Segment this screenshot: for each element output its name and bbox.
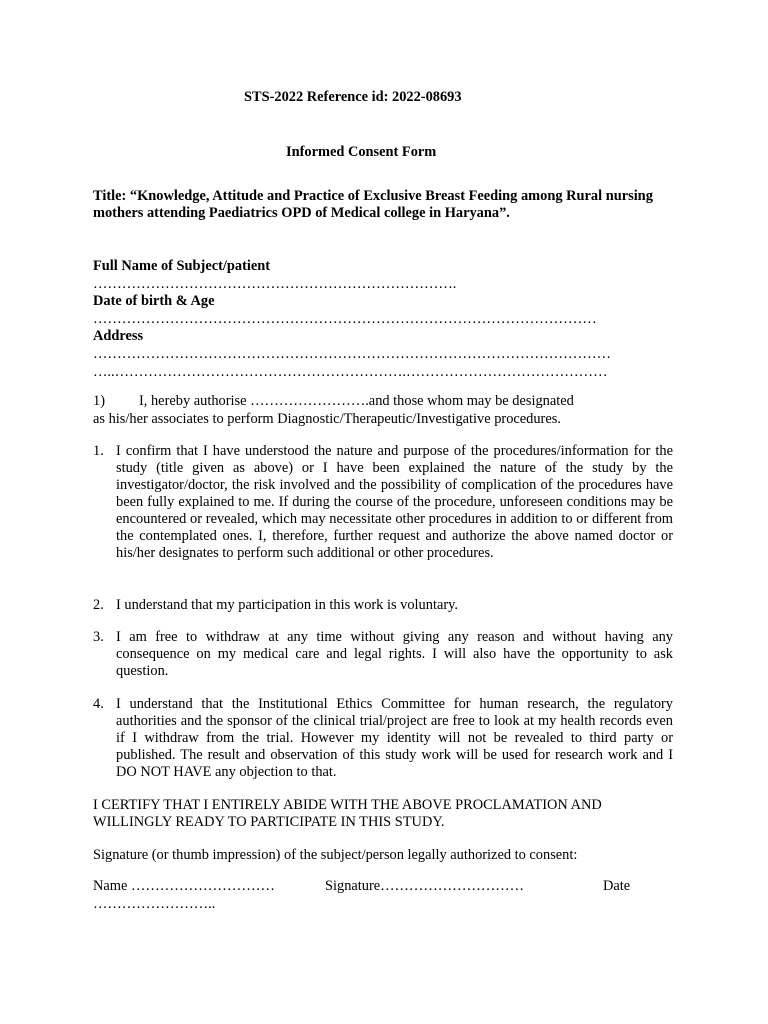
clause-text-1: I confirm that I have understood the nature and purpose of the procedures/information for the study (title given as above) or I have been explained the nature of the study by the investigator/doctor, the risk involved and the possibility of complication of the procedures have been fully explained to me. If during the course of the procedure, unforeseen conditions may be encountered or revealed, which may necessitate other procedures in addition to or different from the contemplated ones. I, therefore, further request and authorize the above named doctor or his/her designates to perform such additional or other procedures.: [116, 443, 673, 561]
form-title: Informed Consent Form: [286, 144, 437, 160]
clause-number-3: 3.: [93, 629, 104, 645]
date-label: Date: [603, 878, 631, 894]
study-title: Title: “Knowledge, Attitude and Practice of Exclusive Breast Feeding among Rural nursing mothers attending Paediatrics OPD of Medical college in Haryana”.: [93, 188, 653, 221]
clause-number-4: 4.: [93, 696, 104, 712]
reference-id: STS-2022 Reference id: 2022-08693: [244, 89, 462, 105]
signature-field: Signature…………………………: [325, 878, 525, 894]
date-dots: ……………………..: [93, 896, 216, 912]
clause-text-3: I am free to withdraw at any time without giving any reason and without having any consequence on my medical care and legal rights. I will also have the opportunity to ask question.: [116, 629, 673, 679]
authorise-number: 1): [93, 393, 105, 409]
full-name-dots: ………………………………………………………………….: [93, 276, 457, 292]
address-dots-1: ………………………………………………………………………………………………: [93, 346, 612, 362]
address-dots-2: …..…………………………………………………….……………………………………: [93, 364, 608, 380]
dob-label: Date of birth & Age: [93, 293, 215, 309]
authorise-line-1: I, hereby authorise …………………….and those whom may be designated: [139, 393, 574, 409]
name-field: Name …………………………: [93, 878, 275, 894]
dob-dots: ……………………………………………………………………………………………: [93, 311, 597, 327]
clause-number-1: 1.: [93, 443, 104, 459]
clause-text-2: I understand that my participation in this work is voluntary.: [116, 597, 458, 613]
clause-number-2: 2.: [93, 597, 104, 613]
signature-intro: Signature (or thumb impression) of the subject/person legally authorized to consent:: [93, 847, 578, 863]
certification-statement: I CERTIFY THAT I ENTIRELY ABIDE WITH THE ABOVE PROCLAMATION AND WILLINGLY READY TO PARTICIPATE IN THIS STUDY.: [93, 797, 602, 830]
clause-text-4: I understand that the Institutional Ethics Committee for human research, the regulatory authorities and the sponsor of the clinical trial/project are free to look at my health records even if I withdraw from the trial. However my identity will not be revealed to third party or published. The result and observation of this study work will be used for research work and I DO NOT HAVE any objection to that.: [116, 696, 673, 780]
authorise-line-2: as his/her associates to perform Diagnostic/Therapeutic/Investigative procedures.: [93, 411, 561, 427]
address-label: Address: [93, 328, 144, 344]
full-name-label: Full Name of Subject/patient: [93, 258, 271, 274]
